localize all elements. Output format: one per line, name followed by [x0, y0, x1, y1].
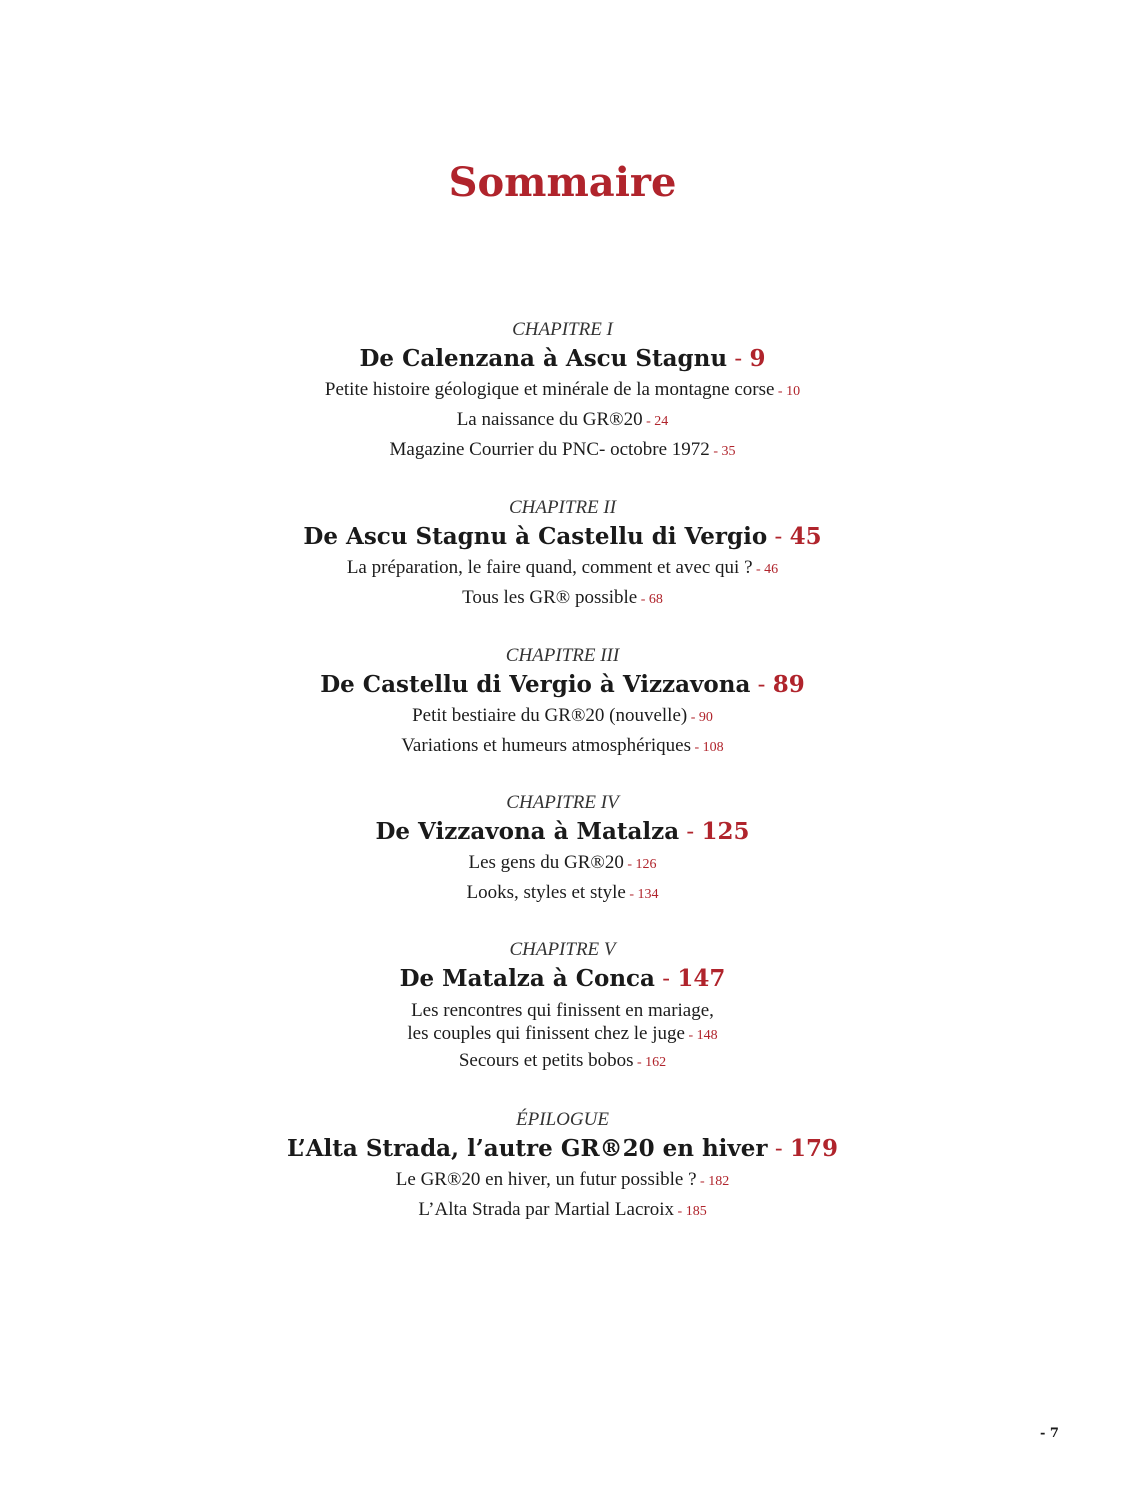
- entry-page-number: 68: [648, 592, 663, 607]
- page-title: Sommaire: [448, 159, 677, 206]
- entry-page-number: 185: [685, 1204, 707, 1219]
- entry-text: Le GR®20 en hiver, un futur possible ?: [395, 1169, 697, 1190]
- toc-entry[interactable]: [0, 1166, 1125, 1196]
- entry-text-line-1: Les rencontres qui finissent en mariage,: [411, 1000, 714, 1021]
- chapter-title-text: De Matalza à Conca: [399, 965, 655, 992]
- toc-entry[interactable]: [0, 996, 1125, 1047]
- entry-text: Tous les GR® possible: [462, 587, 638, 608]
- entry-text: La naissance du GR®20: [456, 409, 643, 430]
- chapter-title-link[interactable]: [0, 520, 1125, 554]
- chapter-section-2: [0, 496, 1125, 614]
- chapter-title-link[interactable]: [0, 668, 1125, 702]
- chapter-section-4: [0, 791, 1125, 909]
- entry-text: L’Alta Strada par Martial Lacroix: [418, 1199, 675, 1220]
- chapter-title-text: De Vizzavona à Matalza: [375, 818, 680, 845]
- chapter-title-link[interactable]: [0, 815, 1125, 849]
- chapter-label: CHAPITRE II: [508, 497, 617, 518]
- chapter-page-number: 89: [772, 671, 805, 698]
- separator: -: [767, 524, 790, 550]
- separator: -: [625, 887, 638, 902]
- entry-text: La préparation, le faire quand, comment et avec qui ?: [346, 557, 753, 578]
- entry-text: Petite histoire géologique et minérale de la montagne corse: [324, 379, 775, 400]
- entry-text: Magazine Courrier du PNC- octobre 1972: [389, 439, 710, 460]
- entry-text-line-2: [0, 1022, 1125, 1047]
- entry-page-number: 148: [696, 1028, 718, 1043]
- entry-page-number: 24: [654, 414, 669, 429]
- separator: -: [687, 710, 699, 725]
- chapter-label: CHAPITRE III: [505, 645, 620, 666]
- separator: -: [623, 857, 636, 872]
- toc-entry[interactable]: [0, 436, 1125, 466]
- chapter-page-number: 9: [749, 345, 766, 372]
- entry-page-number: 10: [786, 384, 801, 399]
- entry-text: Variations et humeurs atmosphériques: [401, 735, 691, 756]
- chapter-page-number: 147: [677, 965, 726, 992]
- separator: -: [727, 346, 750, 372]
- chapter-title-link[interactable]: [0, 962, 1125, 996]
- chapter-title-text: De Castellu di Vergio à Vizzavona: [320, 671, 751, 698]
- toc-entry[interactable]: [0, 732, 1125, 762]
- chapter-title-text: L’Alta Strada, l’autre GR®20 en hiver: [287, 1135, 768, 1162]
- chapter-section-1: [0, 318, 1125, 466]
- separator: -: [709, 444, 722, 459]
- entry-page-number: 134: [637, 887, 659, 902]
- toc-entry[interactable]: [0, 1196, 1125, 1226]
- separator: -: [750, 672, 773, 698]
- separator: -: [654, 966, 678, 992]
- chapter-title-text: De Ascu Stagnu à Castellu di Vergio: [303, 523, 768, 550]
- separator: -: [679, 819, 702, 845]
- separator: -: [752, 562, 765, 577]
- entry-text: Les gens du GR®20: [468, 852, 624, 873]
- chapter-section-3: [0, 644, 1125, 762]
- separator: -: [774, 384, 787, 399]
- toc-entry[interactable]: [0, 702, 1125, 732]
- separator: -: [637, 592, 649, 607]
- entry-page-number: 108: [702, 740, 724, 755]
- entry-text: les couples qui finissent chez le juge: [407, 1023, 685, 1044]
- toc-entry[interactable]: [0, 879, 1125, 909]
- toc-entry[interactable]: [0, 376, 1125, 406]
- chapter-label: CHAPITRE I: [512, 319, 613, 340]
- entry-text: Looks, styles et style: [466, 882, 626, 903]
- chapter-page-number: 45: [789, 523, 822, 550]
- entry-page-number: 90: [698, 710, 713, 725]
- entry-page-number: 182: [708, 1174, 730, 1189]
- toc-entry[interactable]: [0, 584, 1125, 614]
- separator: -: [767, 1136, 790, 1162]
- chapter-title-link[interactable]: [0, 342, 1125, 376]
- chapter-title-text: De Calenzana à Ascu Stagnu: [359, 345, 728, 372]
- entry-page-number: 126: [635, 857, 657, 872]
- entry-page-number: 35: [721, 444, 736, 459]
- chapter-title-link[interactable]: [0, 1132, 1125, 1166]
- entry-text: Secours et petits bobos: [458, 1050, 634, 1071]
- separator: -: [633, 1055, 646, 1070]
- entry-text: Petit bestiaire du GR®20 (nouvelle): [412, 705, 688, 726]
- entry-page-number: 162: [645, 1055, 667, 1070]
- separator: -: [691, 740, 703, 755]
- toc-entry[interactable]: [0, 554, 1125, 584]
- page-number-folio: - 7: [1040, 1426, 1059, 1441]
- toc-entry[interactable]: [0, 1047, 1125, 1077]
- chapter-label: CHAPITRE V: [509, 939, 616, 960]
- chapter-page-number: 179: [789, 1135, 838, 1162]
- separator: -: [674, 1204, 686, 1219]
- entry-page-number: 46: [764, 562, 779, 577]
- chapter-section-5: [0, 938, 1125, 1077]
- separator: -: [696, 1174, 709, 1189]
- chapter-label: ÉPILOGUE: [516, 1109, 609, 1130]
- separator: -: [642, 414, 655, 429]
- toc-entry[interactable]: [0, 406, 1125, 436]
- toc-entry[interactable]: [0, 849, 1125, 879]
- chapter-section-epilogue: [0, 1108, 1125, 1226]
- chapter-page-number: 125: [701, 818, 750, 845]
- separator: -: [684, 1028, 697, 1043]
- chapter-label: CHAPITRE IV: [506, 792, 619, 813]
